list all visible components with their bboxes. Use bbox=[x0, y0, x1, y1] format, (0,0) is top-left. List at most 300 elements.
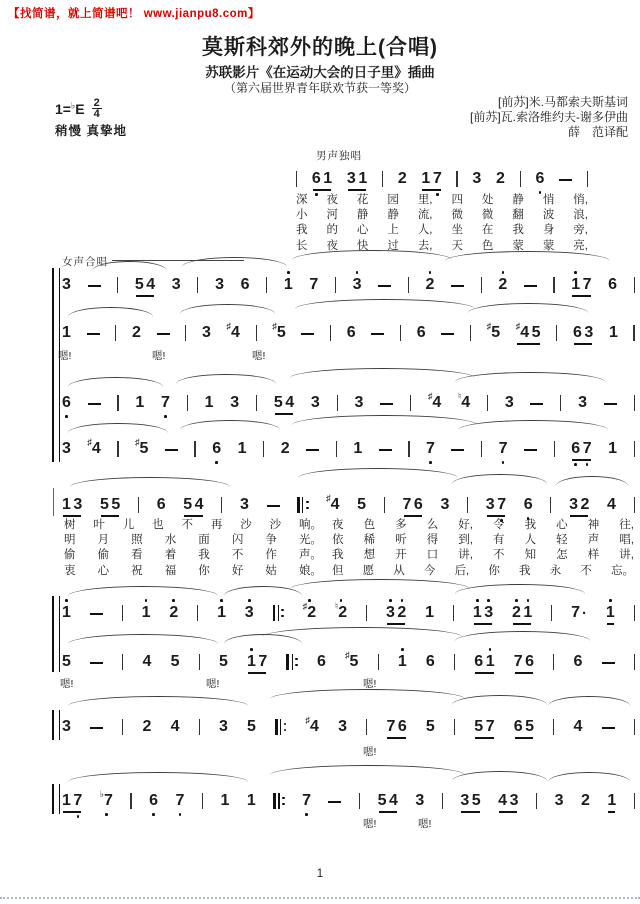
note-group bbox=[386, 604, 406, 622]
lyric-row bbox=[296, 193, 588, 208]
note: 5 bbox=[377, 792, 387, 809]
note: 5 bbox=[273, 394, 283, 411]
half-note-dash bbox=[90, 727, 103, 729]
note-group bbox=[498, 276, 507, 294]
lyric-syllable: 心 bbox=[356, 224, 369, 237]
barline bbox=[481, 441, 482, 457]
note: 3 bbox=[245, 604, 254, 622]
note: ♯ 5 bbox=[135, 437, 149, 457]
note-group bbox=[205, 394, 214, 412]
lyric-row bbox=[296, 208, 588, 223]
line-start-bar bbox=[53, 488, 54, 516]
system-bracket-1 bbox=[52, 268, 60, 462]
lyric-syllable: 我 bbox=[296, 224, 308, 237]
lyric-syllable: 有 bbox=[493, 534, 505, 547]
note-group bbox=[62, 718, 71, 736]
barline bbox=[634, 793, 635, 809]
lyric-syllable: 天 bbox=[451, 239, 463, 252]
barline bbox=[553, 277, 554, 293]
note-group bbox=[326, 493, 340, 514]
slur bbox=[68, 377, 163, 387]
lyric-row bbox=[64, 564, 322, 579]
repeat-sign bbox=[275, 718, 286, 736]
key-time-block bbox=[55, 98, 102, 119]
octave-dot-high bbox=[287, 271, 290, 274]
octave-dot-high bbox=[172, 599, 175, 602]
lyric-syllable: 么 bbox=[426, 519, 439, 531]
lyric-row bbox=[64, 548, 322, 563]
note-group bbox=[581, 792, 590, 810]
page-number: 1 bbox=[316, 868, 324, 880]
note: 5 bbox=[471, 792, 481, 809]
note-group bbox=[62, 496, 82, 514]
barline bbox=[378, 654, 379, 670]
barline bbox=[456, 171, 457, 187]
lyric-syllable: 永 bbox=[549, 564, 562, 577]
lyric-syllable: 色 bbox=[363, 519, 376, 531]
note-group bbox=[386, 718, 406, 736]
note-group bbox=[62, 604, 71, 622]
note: 6 bbox=[312, 170, 321, 188]
octave-dot-low bbox=[502, 461, 505, 464]
slur bbox=[452, 771, 547, 781]
barline bbox=[634, 497, 635, 513]
note-group bbox=[574, 653, 583, 671]
half-note-dash bbox=[524, 285, 537, 287]
lyric-syllable: 园 bbox=[387, 194, 399, 206]
lyric-syllable: 坐 bbox=[451, 224, 463, 237]
note: 7 bbox=[386, 718, 396, 735]
lyric-syllable: 得 bbox=[426, 534, 439, 547]
note: 6 bbox=[316, 653, 326, 670]
note: 6 bbox=[573, 324, 582, 341]
slur bbox=[455, 631, 590, 641]
repeat-sign bbox=[297, 496, 308, 514]
note-group bbox=[606, 604, 615, 622]
lyric-syllable: 面 bbox=[198, 534, 210, 547]
barline bbox=[202, 793, 203, 809]
lyric-syllable: 夜 bbox=[326, 239, 338, 252]
lyric-syllable: 波 bbox=[542, 209, 555, 222]
note: 4 bbox=[285, 394, 295, 411]
verse-lyrics-left bbox=[64, 518, 322, 579]
lyric-syllable: 快 bbox=[356, 239, 369, 252]
half-note-dash bbox=[451, 285, 464, 287]
slur bbox=[180, 304, 275, 314]
octave-dot-high bbox=[248, 599, 251, 602]
note: 3 bbox=[62, 276, 71, 293]
composer-credit: [前苏]瓦.索洛维约夫-谢多伊曲 bbox=[470, 110, 628, 124]
barline bbox=[408, 277, 409, 293]
note-group bbox=[238, 440, 247, 458]
note-group bbox=[607, 792, 616, 810]
note-group bbox=[425, 604, 434, 622]
accidental: ♯ bbox=[427, 391, 433, 401]
barline bbox=[553, 654, 554, 670]
slur bbox=[292, 415, 477, 425]
note-group bbox=[230, 394, 239, 412]
note-group bbox=[87, 437, 101, 458]
half-note-dash bbox=[378, 285, 391, 287]
barline bbox=[454, 719, 455, 735]
barline bbox=[481, 277, 482, 293]
octave-dot-low bbox=[164, 415, 167, 418]
octave-dot-high bbox=[476, 599, 479, 602]
note: 2 bbox=[142, 718, 152, 735]
lyric-syllable: 不 bbox=[493, 549, 505, 562]
barline bbox=[454, 654, 455, 670]
note-group bbox=[247, 792, 256, 810]
octave-dot-low bbox=[65, 415, 68, 418]
note: 2 bbox=[131, 324, 141, 341]
octave-dot-low bbox=[574, 463, 577, 466]
note: 2 bbox=[580, 496, 590, 513]
award-subtitle: （第六届世界青年联欢节获一等奖） bbox=[223, 81, 416, 95]
barline bbox=[520, 171, 521, 187]
note: 6 bbox=[149, 792, 158, 810]
lyric-syllable: 人 bbox=[524, 534, 537, 547]
chorus-line-6 bbox=[62, 649, 635, 671]
note-group bbox=[458, 391, 471, 412]
note: 1 bbox=[523, 604, 532, 622]
lyric-syllable: 深 bbox=[296, 194, 308, 206]
lyric-row bbox=[332, 564, 634, 579]
half-note-dash bbox=[380, 403, 393, 405]
note: 3 bbox=[62, 440, 71, 457]
note-group bbox=[274, 394, 294, 412]
half-note-dash bbox=[524, 449, 537, 451]
note: 3 bbox=[218, 718, 228, 735]
note: 4 bbox=[498, 792, 508, 809]
slur bbox=[458, 420, 608, 430]
lyric-syllable: 悄 bbox=[542, 194, 555, 206]
slur bbox=[68, 634, 218, 644]
lyric-syllable: 娘。 bbox=[298, 564, 322, 577]
note: 5 bbox=[111, 496, 121, 513]
note-group bbox=[171, 653, 180, 671]
note-group bbox=[240, 496, 249, 514]
barline bbox=[122, 719, 123, 735]
note-group bbox=[515, 321, 541, 342]
bottom-border bbox=[0, 897, 640, 899]
note: 2 bbox=[495, 170, 505, 187]
barline bbox=[366, 719, 367, 735]
slur bbox=[180, 420, 280, 430]
barline bbox=[634, 277, 635, 293]
note: 4 bbox=[607, 496, 616, 513]
note-group bbox=[498, 792, 518, 810]
barline bbox=[453, 605, 454, 621]
lyric-syllable: 声。 bbox=[298, 549, 322, 562]
note-group bbox=[353, 276, 362, 294]
barline bbox=[536, 793, 537, 809]
note: ♭ 7 bbox=[100, 792, 113, 810]
note-group bbox=[486, 321, 501, 342]
accidental: ♯ bbox=[305, 715, 311, 725]
note-group bbox=[571, 276, 591, 294]
note-group bbox=[415, 792, 424, 810]
half-note-dash bbox=[441, 333, 454, 335]
lyric-syllable: 悄, bbox=[573, 194, 588, 206]
lyric-syllable: 轻 bbox=[556, 534, 568, 547]
note: 5 bbox=[531, 324, 541, 341]
lyric-syllable: 忘。 bbox=[610, 564, 634, 577]
lyric-syllable: 我 bbox=[332, 549, 344, 562]
note-group bbox=[62, 653, 71, 671]
note: 1 bbox=[571, 276, 580, 294]
note: 1 bbox=[220, 792, 230, 809]
note: 7 bbox=[513, 653, 523, 670]
octave-dot-high bbox=[429, 271, 432, 274]
note: 1 bbox=[353, 440, 363, 457]
half-note-dash bbox=[371, 333, 384, 335]
hum-label: 嗯! bbox=[252, 350, 266, 362]
note-group bbox=[171, 718, 180, 736]
lyric-syllable: 到, bbox=[458, 534, 473, 547]
note: ♮ 4 bbox=[458, 391, 471, 411]
barline bbox=[487, 395, 488, 411]
note-group bbox=[149, 792, 158, 810]
lyric-syllable: 神 bbox=[587, 519, 600, 531]
note-group bbox=[347, 170, 367, 188]
slur bbox=[468, 303, 588, 313]
note: 5 bbox=[474, 718, 484, 735]
slur bbox=[68, 696, 248, 706]
half-note-dash bbox=[90, 662, 103, 664]
lyric-syllable: 夜 bbox=[326, 194, 338, 206]
barline bbox=[138, 497, 139, 513]
note-group bbox=[172, 276, 181, 294]
note-group bbox=[571, 440, 591, 458]
note: 4 bbox=[142, 653, 152, 670]
lyric-syllable: 流, bbox=[417, 209, 433, 222]
lyric-syllable: 衷 bbox=[64, 564, 76, 577]
credits-block bbox=[470, 95, 628, 140]
half-note-dash bbox=[451, 449, 464, 451]
octave-dot-low bbox=[429, 461, 432, 464]
note-group bbox=[524, 496, 533, 514]
accidental: ♯ bbox=[345, 650, 350, 660]
note-group bbox=[347, 324, 356, 342]
note-group bbox=[215, 276, 224, 294]
note: 2 bbox=[169, 604, 178, 622]
note-group bbox=[62, 324, 71, 342]
slur bbox=[270, 765, 465, 775]
note-group bbox=[247, 653, 267, 671]
octave-dot-high bbox=[356, 271, 359, 274]
note: 1 bbox=[473, 604, 482, 622]
lyric-syllable: 福 bbox=[164, 564, 177, 577]
note: 1 bbox=[62, 792, 71, 809]
half-note-dash bbox=[602, 662, 615, 664]
slur bbox=[548, 696, 630, 706]
slur bbox=[298, 468, 458, 478]
octave-dot-low bbox=[77, 815, 80, 818]
barline bbox=[117, 395, 118, 411]
half-note-dash bbox=[88, 285, 101, 287]
note: 6 bbox=[513, 718, 523, 735]
note: 4 bbox=[194, 496, 204, 513]
note-group bbox=[398, 170, 407, 188]
note-group bbox=[305, 715, 319, 736]
lyric-row bbox=[332, 548, 634, 563]
male-solo-label: 男声独唱 bbox=[316, 150, 362, 162]
barline bbox=[560, 395, 561, 411]
half-note-dash bbox=[530, 403, 543, 405]
lyric-syllable: 的 bbox=[326, 224, 338, 237]
lyric-syllable: 四 bbox=[451, 194, 463, 206]
note-group bbox=[317, 653, 326, 671]
lyric-syllable: 不 bbox=[181, 519, 193, 531]
note: 6 bbox=[524, 496, 533, 514]
barline bbox=[117, 277, 118, 293]
note-group bbox=[398, 653, 407, 671]
slur bbox=[68, 586, 218, 596]
note: 5 bbox=[425, 718, 435, 735]
octave-dot-high bbox=[489, 648, 492, 651]
octave-dot-high bbox=[401, 648, 404, 651]
note-group bbox=[157, 496, 166, 514]
note: 3 bbox=[201, 324, 211, 341]
note-group bbox=[571, 604, 587, 622]
note-group bbox=[345, 650, 359, 671]
note: 6 bbox=[62, 394, 71, 412]
lyric-syllable: 依 bbox=[332, 534, 344, 547]
barline bbox=[408, 441, 409, 457]
system-bracket-3 bbox=[52, 710, 60, 740]
note-group bbox=[578, 394, 587, 412]
barline bbox=[115, 325, 116, 341]
lyric-syllable: 着 bbox=[164, 549, 177, 562]
lyric-syllable: 你 bbox=[488, 564, 500, 577]
note: 3 bbox=[569, 496, 578, 513]
slur bbox=[182, 257, 287, 267]
note-group bbox=[226, 321, 240, 342]
lyric-syllable: 不 bbox=[580, 564, 592, 577]
lyric-syllable: 旁, bbox=[573, 224, 588, 237]
lyric-syllable: 我 bbox=[524, 519, 537, 531]
note: 6 bbox=[535, 170, 544, 188]
female-chorus-label: 女声合唱 bbox=[62, 256, 108, 268]
system-bracket-2 bbox=[52, 596, 60, 672]
lyric-syllable: 从 bbox=[393, 564, 405, 577]
barline bbox=[199, 654, 200, 670]
barline bbox=[382, 171, 383, 187]
note-group bbox=[62, 440, 71, 458]
note: 1 bbox=[204, 394, 214, 411]
octave-dot-high bbox=[401, 599, 404, 602]
octave-dot-high bbox=[220, 599, 223, 602]
lyric-syllable: 我 bbox=[512, 224, 524, 237]
slur bbox=[68, 772, 248, 782]
lyric-syllable: 蒙 bbox=[542, 239, 555, 252]
accidental: ♯ bbox=[326, 493, 331, 503]
barline bbox=[335, 277, 336, 293]
note-group bbox=[355, 394, 364, 412]
barline bbox=[634, 605, 635, 621]
lyric-syllable: 浪, bbox=[573, 209, 588, 222]
note: 6 bbox=[474, 653, 484, 670]
note: ♯ 5 bbox=[345, 650, 359, 670]
octave-dot-low bbox=[105, 813, 108, 816]
lyric-syllable: 后, bbox=[454, 564, 470, 577]
note-group bbox=[473, 604, 493, 622]
note: 3 bbox=[460, 792, 470, 809]
note-group bbox=[212, 440, 221, 458]
note: 6 bbox=[156, 496, 166, 513]
hum-label: 嗯! bbox=[60, 678, 74, 690]
note: 4 bbox=[146, 276, 156, 293]
note: 4 bbox=[388, 792, 398, 809]
note: 3 bbox=[472, 170, 482, 187]
lyric-row bbox=[332, 518, 634, 533]
accidental: ♭ bbox=[99, 789, 105, 799]
octave-dot-low bbox=[305, 813, 308, 816]
lyric-syllable: 身 bbox=[542, 224, 555, 237]
barline bbox=[194, 441, 195, 457]
note-group bbox=[175, 792, 184, 810]
half-note-dash bbox=[267, 505, 280, 507]
lyric-row bbox=[296, 223, 588, 238]
lyric-syllable: 讲, bbox=[458, 549, 473, 562]
note-group bbox=[169, 604, 178, 622]
lyric-syllable: 作 bbox=[265, 549, 277, 562]
note: 3 bbox=[415, 792, 425, 809]
lyric-syllable: 沙 bbox=[240, 519, 252, 531]
lyric-syllable: 闪 bbox=[231, 534, 244, 547]
barline bbox=[197, 277, 198, 293]
slur bbox=[70, 477, 230, 487]
note: 7 bbox=[309, 276, 319, 293]
watermark: 【找简谱，就上简谱吧！ www.jianpu8.com】 bbox=[8, 8, 260, 20]
note: 6 bbox=[413, 496, 423, 513]
note-group bbox=[62, 792, 82, 810]
barline bbox=[366, 605, 367, 621]
note: 1 bbox=[135, 394, 145, 411]
repeat-sign bbox=[286, 653, 297, 671]
octave-dot-high bbox=[65, 599, 68, 602]
barline bbox=[359, 793, 360, 809]
accidental: ♯ bbox=[87, 437, 92, 447]
note-group bbox=[496, 170, 505, 188]
tempo-marking: 稍慢 真挚地 bbox=[55, 124, 127, 138]
note: 1 bbox=[398, 653, 407, 671]
barline bbox=[551, 605, 552, 621]
note: 1 bbox=[421, 170, 431, 187]
note: 5 bbox=[525, 718, 535, 735]
lyric-syllable: 上 bbox=[387, 224, 399, 237]
lyric-syllable: 花 bbox=[356, 194, 369, 206]
lyric-syllable: 色 bbox=[481, 239, 494, 252]
note-group bbox=[135, 437, 149, 458]
lyric-syllable: 长 bbox=[296, 239, 308, 252]
accidental: ♯ bbox=[515, 321, 521, 331]
lyric-syllable: 今 bbox=[423, 564, 436, 577]
octave-dot-high bbox=[574, 271, 577, 274]
note: 3 bbox=[215, 276, 224, 293]
note-group bbox=[143, 718, 152, 736]
barline bbox=[197, 605, 198, 621]
chorus-line-2 bbox=[62, 320, 635, 342]
lyric-syllable: 里, bbox=[417, 194, 433, 206]
hum-label: 嗯! bbox=[363, 746, 377, 758]
barline bbox=[187, 395, 188, 411]
note-group bbox=[338, 718, 347, 736]
note-group bbox=[143, 653, 152, 671]
lyric-syllable: 河 bbox=[326, 209, 338, 222]
note: ♯ 4 bbox=[87, 437, 101, 457]
note: 3 bbox=[354, 394, 364, 411]
